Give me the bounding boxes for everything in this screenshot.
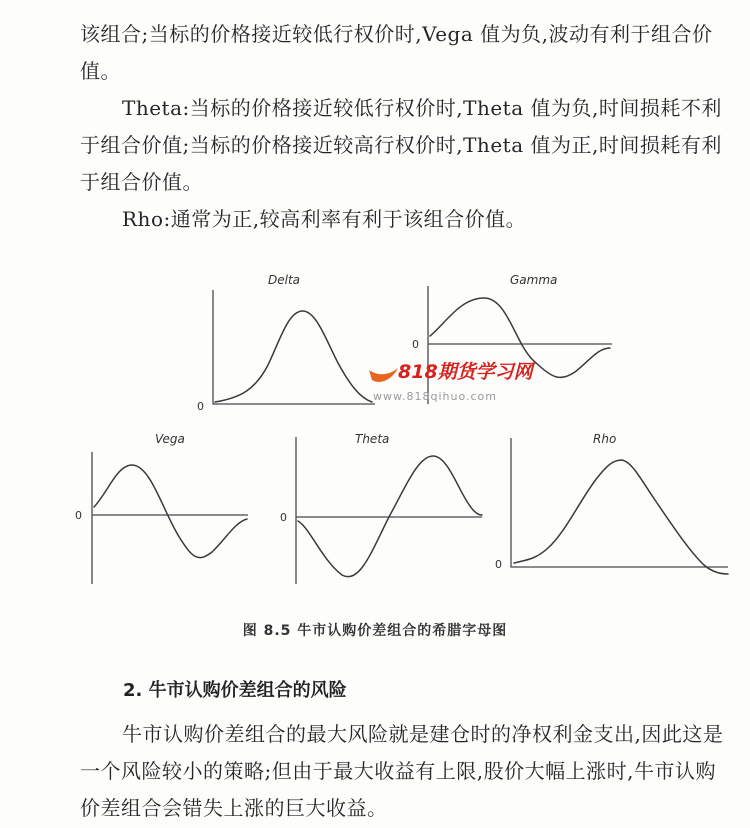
vega-title: Vega (155, 432, 185, 446)
delta-title: Delta (268, 273, 301, 287)
rho-curve (514, 460, 728, 574)
rho-axes (511, 438, 728, 567)
theta-zero-label: 0 (280, 511, 287, 524)
theta-graph (280, 432, 482, 584)
theta-curve (298, 456, 482, 577)
paragraph-theta: Theta:当标的价格接近较低行权价时,Theta 值为负,时间损耗不利于组合价值;当标的价格接近较高行权价时,Theta 值为正,时间损耗有利于组合价值。 (80, 96, 722, 194)
rho-graph (495, 432, 728, 574)
delta-curve (215, 311, 372, 402)
vega-curve (94, 465, 247, 558)
rho-title: Rho (593, 432, 617, 446)
delta-graph (197, 273, 375, 413)
watermark (369, 361, 536, 403)
section-heading: 2. 牛市认购价差组合的风险 (123, 680, 347, 701)
watermark-sub-text: www.818qihuo.com (373, 390, 497, 403)
delta-axes (213, 290, 375, 404)
vega-zero-label: 0 (75, 509, 82, 522)
gamma-zero-label: 0 (412, 338, 419, 351)
gamma-graph (412, 273, 612, 404)
paragraph-risk: 牛市认购价差组合的最大风险就是建仓时的净权利金支出,因此这是一个风险较小的策略;但由于最大收益有上限,股价大幅上涨时,牛市认购价差组合会错失上涨的巨大收益。 (80, 722, 724, 820)
figure-caption: 图 8.5 牛市认购价差组合的希腊字母图 (242, 623, 508, 639)
delta-zero-label: 0 (197, 400, 204, 413)
vega-graph (75, 432, 248, 584)
paragraph-vega-continued: 该组合;当标的价格接近较低行权价时,Vega 值为负,波动有利于组合价值。 (80, 22, 713, 83)
paragraph-rho: Rho:通常为正,较高利率有利于该组合价值。 (122, 207, 527, 231)
watermark-main-text: 818期货学习网 (398, 361, 533, 383)
flame-icon (369, 368, 398, 382)
theta-title: Theta (355, 432, 390, 446)
gamma-curve (430, 298, 610, 377)
rho-zero-label: 0 (495, 558, 502, 571)
gamma-title: Gamma (510, 273, 558, 287)
